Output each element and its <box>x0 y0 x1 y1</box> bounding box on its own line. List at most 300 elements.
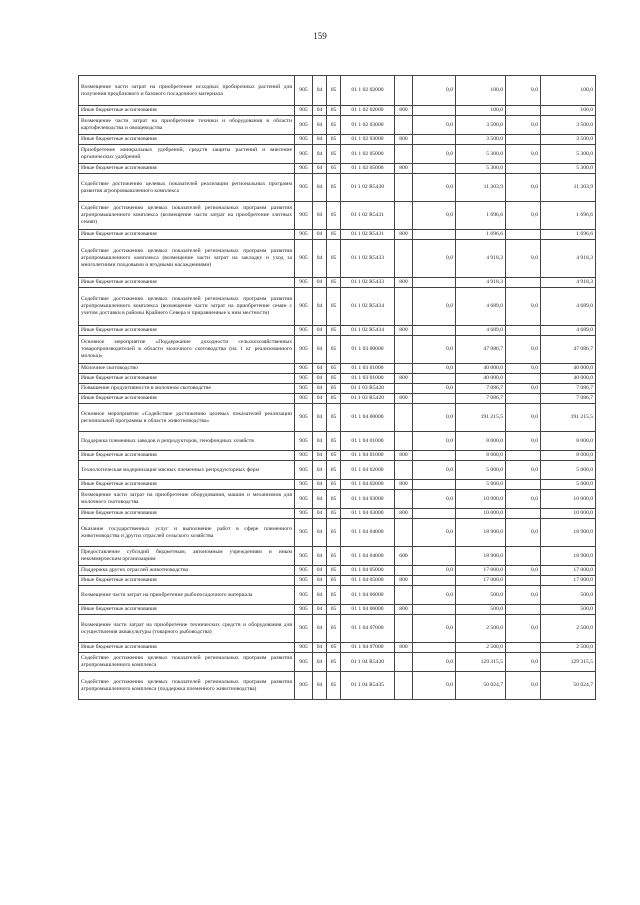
amount-col-3: 0,0 <box>506 672 541 700</box>
expense-type-code <box>395 490 413 509</box>
amount-col-3: 0,0 <box>506 174 541 202</box>
table-row <box>79 672 596 700</box>
target-article-code: 01 1 04 03000 <box>341 490 395 509</box>
subsection-code: 05 <box>327 278 341 288</box>
row-name: Содействие достижению целевых показателей региональных программ развития агропромышленного комплекса (поддержка племенного животноводства) <box>79 672 295 700</box>
amount-col-3: 0,0 <box>506 519 541 547</box>
amount-col-1 <box>413 106 456 116</box>
expense-type-code <box>395 288 413 326</box>
amount-col-4: 47 086,7 <box>541 336 596 364</box>
amount-col-4: 500,0 <box>541 586 596 605</box>
row-name: Основное мероприятие «Поддержание доходности сельскохозяйственных товаропроизводителей в области молочного скотоводства (на 1 кг реализованного молока)» <box>79 336 295 364</box>
amount-col-4: 4 918,3 <box>541 278 596 288</box>
grbs-code: 905 <box>295 394 313 404</box>
table-row <box>79 394 596 404</box>
amount-col-3 <box>506 605 541 615</box>
table-row <box>79 653 596 672</box>
section-code: 04 <box>313 135 327 145</box>
expense-type-code <box>395 404 413 432</box>
subsection-code: 05 <box>327 135 341 145</box>
amount-col-1 <box>413 230 456 240</box>
amount-col-1: 0,0 <box>413 519 456 547</box>
amount-col-4: 18 900,0 <box>541 519 596 547</box>
amount-col-4: 2 500,0 <box>541 643 596 653</box>
amount-col-3 <box>506 547 541 566</box>
subsection-code: 05 <box>327 394 341 404</box>
amount-col-2: 4 689,0 <box>456 288 506 326</box>
amount-col-2: 500,0 <box>456 605 506 615</box>
amount-col-2: 18 900,0 <box>456 519 506 547</box>
section-code: 04 <box>313 404 327 432</box>
grbs-code: 905 <box>295 288 313 326</box>
subsection-code: 05 <box>327 615 341 643</box>
subsection-code: 05 <box>327 202 341 230</box>
amount-col-1: 0,0 <box>413 490 456 509</box>
amount-col-4: 3 500,0 <box>541 135 596 145</box>
row-name: Иные бюджетные ассигнования <box>79 106 295 116</box>
amount-col-4: 4 689,0 <box>541 288 596 326</box>
amount-col-3: 0,0 <box>506 490 541 509</box>
section-code: 04 <box>313 76 327 106</box>
grbs-code: 905 <box>295 480 313 490</box>
amount-col-3 <box>506 164 541 174</box>
expense-type-code <box>395 174 413 202</box>
table-row <box>79 451 596 461</box>
section-code: 04 <box>313 461 327 480</box>
grbs-code: 905 <box>295 586 313 605</box>
amount-col-4: 40 000,0 <box>541 364 596 374</box>
target-article-code: 01 1 02 R5433 <box>341 278 395 288</box>
subsection-code: 05 <box>327 605 341 615</box>
amount-col-2: 1 696,6 <box>456 202 506 230</box>
section-code: 04 <box>313 384 327 394</box>
row-name: Иные бюджетные ассигнования <box>79 605 295 615</box>
table-row <box>79 509 596 519</box>
amount-col-4: 1 696,6 <box>541 202 596 230</box>
target-article-code: 01 1 03 00000 <box>341 336 395 364</box>
row-name: Возмещение части затрат на приобретение технических средств и оборудования для осуществления аквакультуры (товарного рыбоводства) <box>79 615 295 643</box>
target-article-code: 01 1 02 05000 <box>341 164 395 174</box>
amount-col-2: 4 918,3 <box>456 240 506 278</box>
grbs-code: 905 <box>295 76 313 106</box>
section-code: 04 <box>313 288 327 326</box>
amount-col-3: 0,0 <box>506 615 541 643</box>
amount-col-2: 4 918,3 <box>456 278 506 288</box>
target-article-code: 01 1 04 01000 <box>341 432 395 451</box>
amount-col-1: 0,0 <box>413 76 456 106</box>
amount-col-3 <box>506 451 541 461</box>
expense-type-code: 800 <box>395 643 413 653</box>
target-article-code: 01 1 02 R5433 <box>341 240 395 278</box>
section-code: 04 <box>313 519 327 547</box>
expense-type-code <box>395 116 413 135</box>
subsection-code: 05 <box>327 336 341 364</box>
table-row <box>79 576 596 586</box>
amount-col-1: 0,0 <box>413 116 456 135</box>
grbs-code: 905 <box>295 202 313 230</box>
section-code: 04 <box>313 278 327 288</box>
subsection-code: 05 <box>327 566 341 576</box>
expense-type-code <box>395 336 413 364</box>
grbs-code: 905 <box>295 643 313 653</box>
amount-col-1: 0,0 <box>413 384 456 394</box>
grbs-code: 905 <box>295 451 313 461</box>
amount-col-3: 0,0 <box>506 116 541 135</box>
table-row <box>79 586 596 605</box>
row-name: Иные бюджетные ассигнования <box>79 643 295 653</box>
amount-col-2: 40 000,0 <box>456 364 506 374</box>
grbs-code: 905 <box>295 519 313 547</box>
expense-type-code <box>395 240 413 278</box>
amount-col-2: 10 000,0 <box>456 509 506 519</box>
amount-col-4: 10 000,0 <box>541 490 596 509</box>
table-row <box>79 326 596 336</box>
row-name: Основное мероприятие «Содействие достижению целевых показателей реализации региональной программы в области животноводства» <box>79 404 295 432</box>
expense-type-code <box>395 672 413 700</box>
target-article-code: 01 1 03 R5420 <box>341 394 395 404</box>
amount-col-4: 5 000,0 <box>541 461 596 480</box>
amount-col-2: 11 303,9 <box>456 174 506 202</box>
row-name: Технологическая модернизация мясных племенных репродукторных ферм <box>79 461 295 480</box>
table-row <box>79 116 596 135</box>
expense-type-code: 800 <box>395 164 413 174</box>
amount-col-2: 5 000,0 <box>456 480 506 490</box>
amount-col-2: 2 500,0 <box>456 643 506 653</box>
amount-col-4: 17 000,0 <box>541 566 596 576</box>
expense-type-code <box>395 202 413 230</box>
target-article-code: 01 1 04 05000 <box>341 566 395 576</box>
row-name: Содействие достижению целевых показателей реализации региональных программ развития агропромышленного комплекса <box>79 174 295 202</box>
amount-col-1 <box>413 643 456 653</box>
amount-col-2: 4 689,0 <box>456 326 506 336</box>
row-name: Иные бюджетные ассигнования <box>79 230 295 240</box>
subsection-code: 05 <box>327 451 341 461</box>
grbs-code: 905 <box>295 374 313 384</box>
amount-col-4: 5 300,0 <box>541 145 596 164</box>
row-name: Иные бюджетные ассигнования <box>79 451 295 461</box>
table-row <box>79 384 596 394</box>
section-code: 04 <box>313 202 327 230</box>
table-row <box>79 615 596 643</box>
amount-col-2: 3 500,0 <box>456 116 506 135</box>
amount-col-2: 47 086,7 <box>456 336 506 364</box>
expense-type-code <box>395 145 413 164</box>
grbs-code: 905 <box>295 116 313 135</box>
amount-col-2: 50 024,7 <box>456 672 506 700</box>
amount-col-2: 17 000,0 <box>456 566 506 576</box>
target-article-code: 01 1 02 02000 <box>341 106 395 116</box>
amount-col-1 <box>413 605 456 615</box>
expense-type-code <box>395 566 413 576</box>
amount-col-3 <box>506 643 541 653</box>
amount-col-4: 7 086,7 <box>541 384 596 394</box>
amount-col-3 <box>506 374 541 384</box>
amount-col-4: 7 086,7 <box>541 394 596 404</box>
amount-col-1 <box>413 509 456 519</box>
amount-col-4: 100,0 <box>541 106 596 116</box>
amount-col-4: 10 000,0 <box>541 509 596 519</box>
section-code: 04 <box>313 643 327 653</box>
amount-col-2: 40 000,0 <box>456 374 506 384</box>
expense-type-code: 800 <box>395 394 413 404</box>
amount-col-2: 8 000,0 <box>456 432 506 451</box>
grbs-code: 905 <box>295 547 313 566</box>
grbs-code: 905 <box>295 174 313 202</box>
amount-col-1 <box>413 394 456 404</box>
subsection-code: 05 <box>327 174 341 202</box>
section-code: 04 <box>313 451 327 461</box>
amount-col-3: 0,0 <box>506 461 541 480</box>
amount-col-3 <box>506 480 541 490</box>
amount-col-3: 0,0 <box>506 336 541 364</box>
table-row <box>79 566 596 576</box>
amount-col-2: 8 000,0 <box>456 451 506 461</box>
amount-col-2: 7 086,7 <box>456 394 506 404</box>
amount-col-1: 0,0 <box>413 586 456 605</box>
expense-type-code: 800 <box>395 230 413 240</box>
section-code: 04 <box>313 605 327 615</box>
target-article-code: 01 1 03 01000 <box>341 364 395 374</box>
row-name: Иные бюджетные ассигнования <box>79 480 295 490</box>
table-row <box>79 547 596 566</box>
amount-col-1: 0,0 <box>413 432 456 451</box>
amount-col-2: 2 500,0 <box>456 615 506 643</box>
section-code: 04 <box>313 174 327 202</box>
section-code: 04 <box>313 164 327 174</box>
target-article-code: 01 1 03 R5420 <box>341 384 395 394</box>
section-code: 04 <box>313 480 327 490</box>
amount-col-4: 191 215,5 <box>541 404 596 432</box>
amount-col-1: 0,0 <box>413 174 456 202</box>
subsection-code: 05 <box>327 230 341 240</box>
subsection-code: 05 <box>327 576 341 586</box>
amount-col-3: 0,0 <box>506 432 541 451</box>
amount-col-1: 0,0 <box>413 364 456 374</box>
amount-col-1 <box>413 278 456 288</box>
amount-col-1: 0,0 <box>413 672 456 700</box>
amount-col-2: 100,0 <box>456 76 506 106</box>
row-name: Предоставление субсидий бюджетным, автономным учреждениям и иным некоммерческим организациям <box>79 547 295 566</box>
target-article-code: 01 1 02 R5431 <box>341 230 395 240</box>
table-row <box>79 336 596 364</box>
table-row <box>79 106 596 116</box>
amount-col-4: 40 000,0 <box>541 374 596 384</box>
row-name: Содействие достижению целевых показателей региональных программ развития агропромышленного комплекса (возмещение части затрат на закладку и уход за многолетними плодовыми и ягодными насаждениями) <box>79 240 295 278</box>
amount-col-1: 0,0 <box>413 202 456 230</box>
target-article-code: 01 1 02 R5434 <box>341 326 395 336</box>
target-article-code: 01 1 04 01000 <box>341 451 395 461</box>
amount-col-3 <box>506 326 541 336</box>
subsection-code: 05 <box>327 374 341 384</box>
table-row <box>79 145 596 164</box>
row-name: Иные бюджетные ассигнования <box>79 576 295 586</box>
subsection-code: 05 <box>327 240 341 278</box>
section-code: 04 <box>313 586 327 605</box>
table-row <box>79 461 596 480</box>
expense-type-code <box>395 364 413 374</box>
amount-col-1: 0,0 <box>413 461 456 480</box>
expense-type-code <box>395 432 413 451</box>
table-row <box>79 432 596 451</box>
amount-col-4: 11 303,9 <box>541 174 596 202</box>
grbs-code: 905 <box>295 326 313 336</box>
target-article-code: 01 1 02 02000 <box>341 76 395 106</box>
amount-col-2: 1 696,6 <box>456 230 506 240</box>
row-name: Содействие достижению целевых показателей региональных программ развития агропромышленного комплекса (возмещение части затрат на приобретение элитных семян) <box>79 202 295 230</box>
table-row <box>79 76 596 106</box>
amount-col-3 <box>506 509 541 519</box>
target-article-code: 01 1 04 03000 <box>341 509 395 519</box>
table-row <box>79 490 596 509</box>
target-article-code: 01 1 02 03000 <box>341 135 395 145</box>
table-row <box>79 174 596 202</box>
table-row <box>79 364 596 374</box>
amount-col-3 <box>506 278 541 288</box>
table-row <box>79 643 596 653</box>
expense-type-code: 800 <box>395 374 413 384</box>
amount-col-4: 129 315,5 <box>541 653 596 672</box>
subsection-code: 05 <box>327 326 341 336</box>
target-article-code: 01 1 02 03000 <box>341 116 395 135</box>
expense-type-code: 800 <box>395 509 413 519</box>
amount-col-4: 8 000,0 <box>541 432 596 451</box>
amount-col-1: 0,0 <box>413 336 456 364</box>
grbs-code: 905 <box>295 364 313 374</box>
amount-col-1: 0,0 <box>413 288 456 326</box>
section-code: 04 <box>313 576 327 586</box>
amount-col-1 <box>413 374 456 384</box>
grbs-code: 905 <box>295 384 313 394</box>
table-row <box>79 278 596 288</box>
target-article-code: 01 1 04 02000 <box>341 461 395 480</box>
target-article-code: 01 1 04 R5435 <box>341 672 395 700</box>
expense-type-code: 800 <box>395 480 413 490</box>
section-code: 04 <box>313 547 327 566</box>
grbs-code: 905 <box>295 461 313 480</box>
amount-col-2: 18 900,0 <box>456 547 506 566</box>
table-row <box>79 202 596 230</box>
section-code: 04 <box>313 106 327 116</box>
table-row <box>79 164 596 174</box>
subsection-code: 05 <box>327 106 341 116</box>
amount-col-4: 100,0 <box>541 76 596 106</box>
amount-col-1: 0,0 <box>413 145 456 164</box>
amount-col-1: 0,0 <box>413 240 456 278</box>
table-row <box>79 480 596 490</box>
grbs-code: 905 <box>295 404 313 432</box>
amount-col-4: 1 696,6 <box>541 230 596 240</box>
amount-col-4: 50 024,7 <box>541 672 596 700</box>
target-article-code: 01 1 02 R5430 <box>341 174 395 202</box>
grbs-code: 905 <box>295 106 313 116</box>
subsection-code: 05 <box>327 480 341 490</box>
amount-col-4: 500,0 <box>541 605 596 615</box>
amount-col-3: 0,0 <box>506 566 541 576</box>
amount-col-1 <box>413 547 456 566</box>
subsection-code: 05 <box>327 519 341 547</box>
section-code: 04 <box>313 374 327 384</box>
section-code: 04 <box>313 432 327 451</box>
row-name: Иные бюджетные ассигнования <box>79 326 295 336</box>
section-code: 04 <box>313 490 327 509</box>
expense-type-code <box>395 76 413 106</box>
amount-col-3 <box>506 576 541 586</box>
amount-col-1 <box>413 480 456 490</box>
table-row <box>79 519 596 547</box>
amount-col-1: 0,0 <box>413 615 456 643</box>
amount-col-3: 0,0 <box>506 76 541 106</box>
target-article-code: 01 1 04 00000 <box>341 404 395 432</box>
expense-type-code: 800 <box>395 326 413 336</box>
row-name: Приобретение минеральных удобрений, средств защиты растений и внесение органических удобрений <box>79 145 295 164</box>
amount-col-3: 0,0 <box>506 653 541 672</box>
row-name: Молочное скотоводство <box>79 364 295 374</box>
target-article-code: 01 1 04 07000 <box>341 643 395 653</box>
row-name: Поддержка племенных заводов и репродукторов, генофондных хозяйств <box>79 432 295 451</box>
expense-type-code: 800 <box>395 576 413 586</box>
amount-col-3: 0,0 <box>506 288 541 326</box>
expense-type-code: 800 <box>395 106 413 116</box>
grbs-code: 905 <box>295 490 313 509</box>
grbs-code: 905 <box>295 576 313 586</box>
target-article-code: 01 1 03 01000 <box>341 374 395 384</box>
expense-type-code <box>395 519 413 547</box>
subsection-code: 05 <box>327 145 341 164</box>
amount-col-1: 0,0 <box>413 566 456 576</box>
subsection-code: 05 <box>327 364 341 374</box>
amount-col-4: 8 000,0 <box>541 451 596 461</box>
amount-col-3 <box>506 135 541 145</box>
table-row <box>79 135 596 145</box>
grbs-code: 905 <box>295 145 313 164</box>
section-code: 04 <box>313 326 327 336</box>
amount-col-2: 3 500,0 <box>456 135 506 145</box>
amount-col-2: 100,0 <box>456 106 506 116</box>
target-article-code: 01 1 04 05000 <box>341 576 395 586</box>
section-code: 04 <box>313 364 327 374</box>
amount-col-2: 7 086,7 <box>456 384 506 394</box>
grbs-code: 905 <box>295 432 313 451</box>
amount-col-3: 0,0 <box>506 240 541 278</box>
grbs-code: 905 <box>295 566 313 576</box>
row-name: Иные бюджетные ассигнования <box>79 135 295 145</box>
amount-col-2: 5 000,0 <box>456 461 506 480</box>
grbs-code: 905 <box>295 672 313 700</box>
subsection-code: 05 <box>327 547 341 566</box>
section-code: 04 <box>313 653 327 672</box>
section-code: 04 <box>313 116 327 135</box>
amount-col-3 <box>506 394 541 404</box>
amount-col-3 <box>506 106 541 116</box>
table-row <box>79 230 596 240</box>
table-row <box>79 605 596 615</box>
subsection-code: 05 <box>327 288 341 326</box>
subsection-code: 05 <box>327 384 341 394</box>
expense-type-code <box>395 461 413 480</box>
amount-col-2: 191 215,5 <box>456 404 506 432</box>
amount-col-1 <box>413 326 456 336</box>
amount-col-4: 3 500,0 <box>541 116 596 135</box>
amount-col-1 <box>413 576 456 586</box>
subsection-code: 05 <box>327 461 341 480</box>
amount-col-2: 10 000,0 <box>456 490 506 509</box>
amount-col-3: 0,0 <box>506 384 541 394</box>
grbs-code: 905 <box>295 653 313 672</box>
row-name: Иные бюджетные ассигнования <box>79 394 295 404</box>
expense-type-code <box>395 615 413 643</box>
row-name: Возмещение части затрат на приобретение исходных пробирочных растений для получения предбазового и базового посадочного материала <box>79 76 295 106</box>
section-code: 04 <box>313 672 327 700</box>
